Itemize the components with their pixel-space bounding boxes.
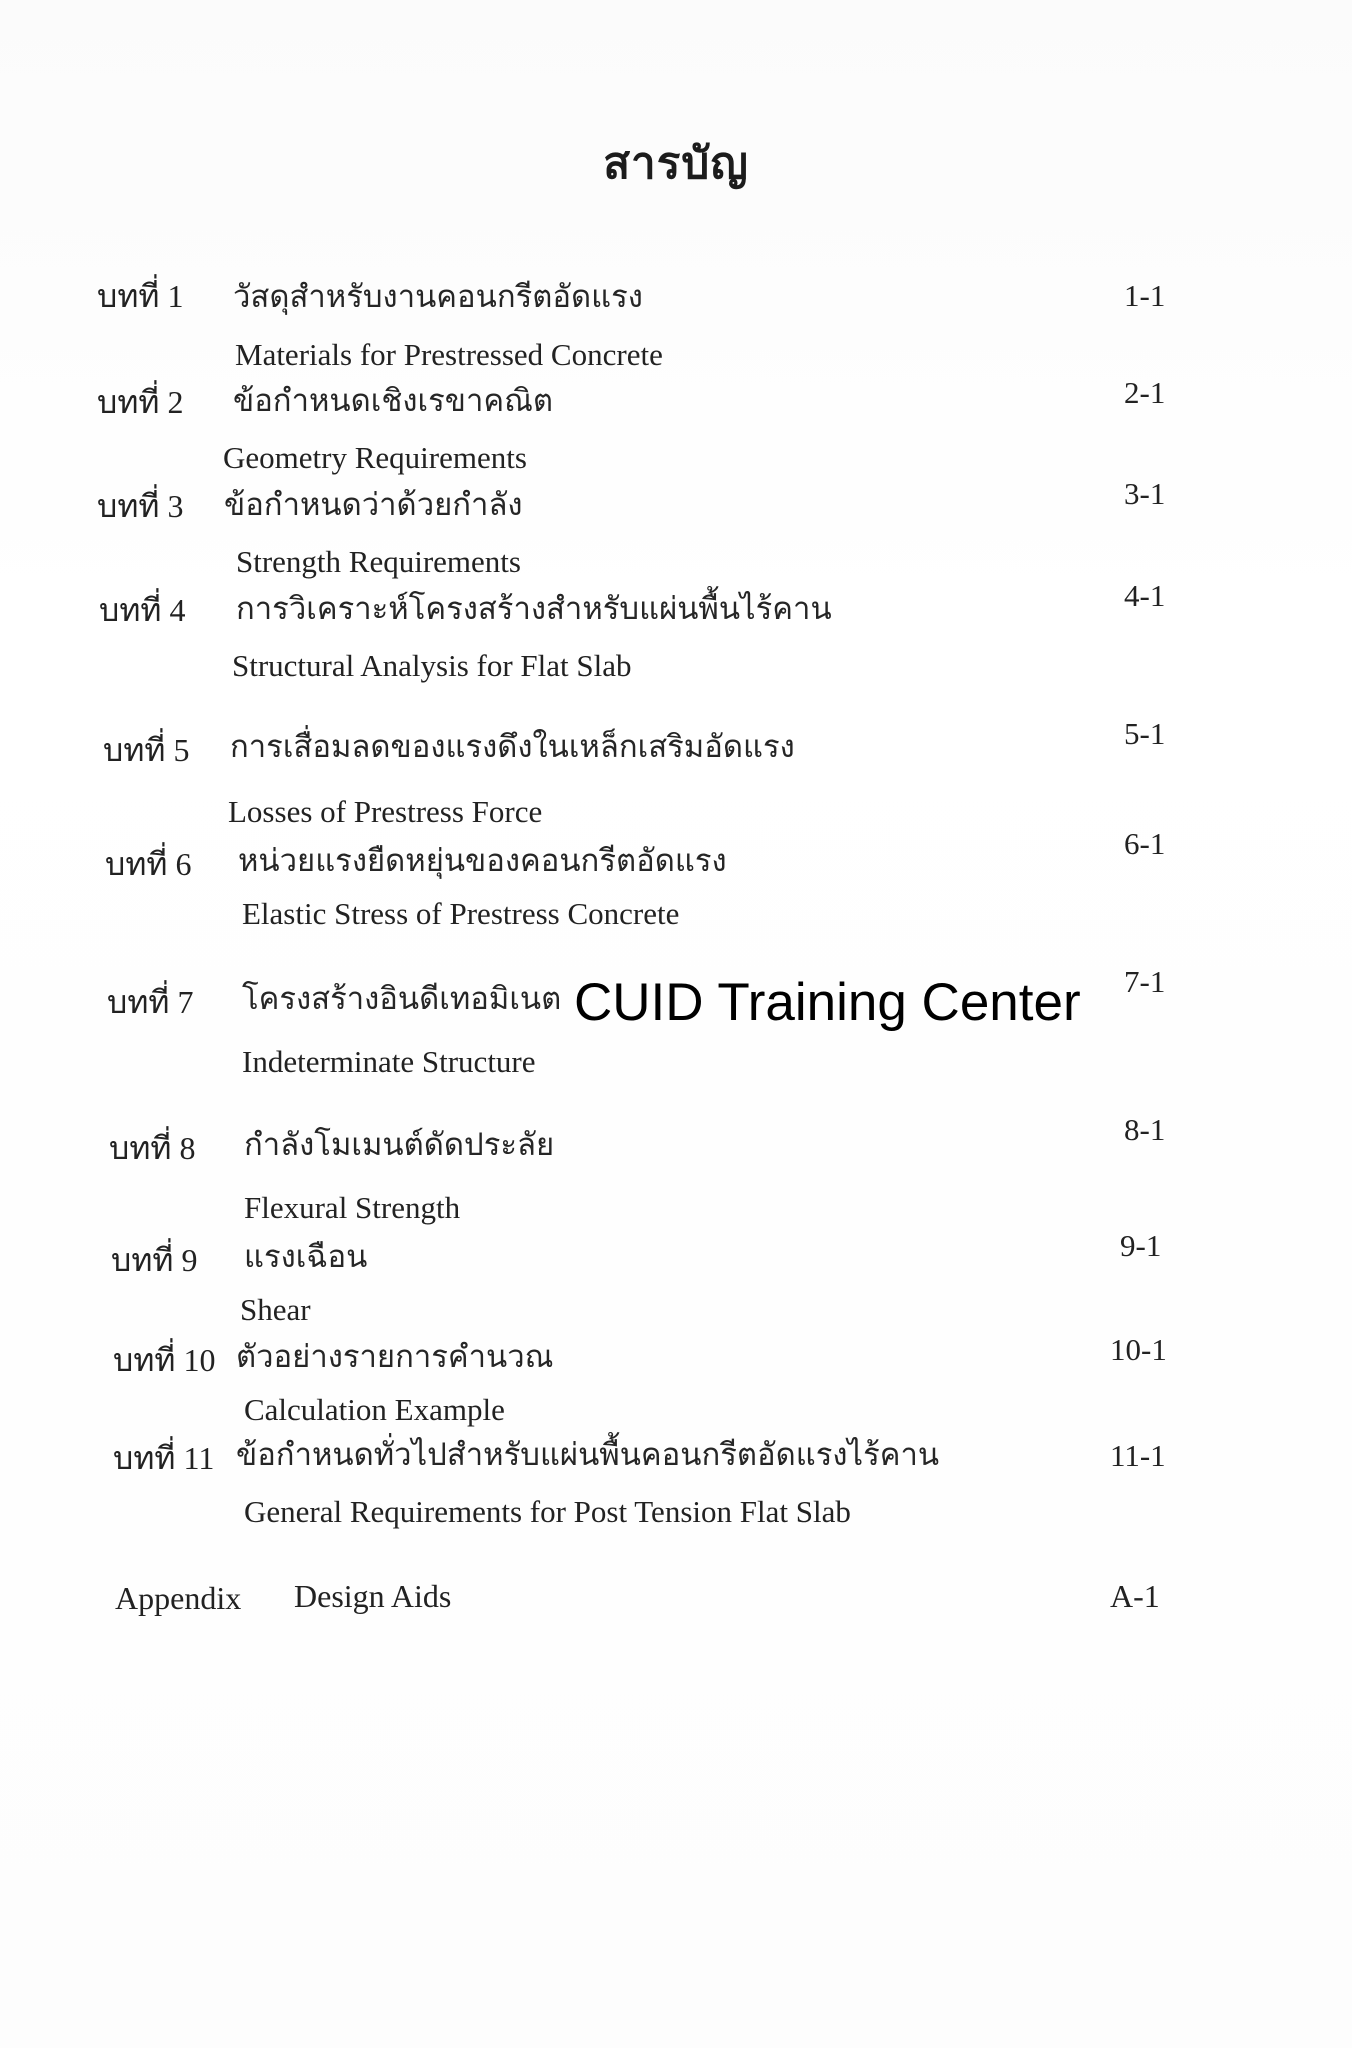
chapter-thai-title: ตัวอย่างรายการคำนวณ — [236, 1339, 554, 1375]
chapter-page-number: 9-1 — [1120, 1228, 1162, 1263]
page-title: สารบัญ — [603, 138, 749, 189]
chapter-english-title: Elastic Stress of Prestress Concrete — [242, 896, 680, 931]
chapter-label: บทที่ 7 — [107, 984, 194, 1020]
chapter-page-number: 10-1 — [1110, 1332, 1167, 1367]
chapter-english-title: Indeterminate Structure — [242, 1044, 536, 1079]
chapter-thai-title: ข้อกำหนดเชิงเรขาคณิต — [233, 383, 553, 419]
chapter-thai-title: การเสื่อมลดของแรงดึงในเหล็กเสริมอัดแรง — [230, 729, 795, 765]
chapter-label: บทที่ 5 — [103, 732, 190, 768]
chapter-thai-title: กำลังโมเมนต์ดัดประลัย — [244, 1127, 555, 1163]
chapter-label: บทที่ 9 — [111, 1242, 198, 1278]
chapter-english-title: Strength Requirements — [236, 544, 521, 579]
chapter-label: บทที่ 1 — [97, 278, 184, 314]
watermark-text: CUID Training Center — [574, 973, 1081, 1032]
chapter-label: บทที่ 3 — [97, 488, 184, 524]
appendix-label: Appendix — [115, 1580, 242, 1616]
chapter-page-number: 1-1 — [1124, 278, 1166, 313]
chapter-page-number: 4-1 — [1124, 578, 1166, 613]
appendix-page-number: A-1 — [1110, 1578, 1160, 1614]
chapter-thai-title: ข้อกำหนดว่าด้วยกำลัง — [224, 487, 523, 523]
chapter-english-title: Losses of Prestress Force — [228, 794, 543, 829]
chapter-page-number: 7-1 — [1124, 964, 1166, 999]
chapter-english-title: Structural Analysis for Flat Slab — [232, 648, 632, 683]
chapter-english-title: Flexural Strength — [244, 1190, 461, 1225]
chapter-english-title: Geometry Requirements — [223, 440, 527, 475]
appendix-title: Design Aids — [294, 1578, 452, 1614]
chapter-page-number: 3-1 — [1124, 476, 1166, 511]
chapter-english-title: Shear — [240, 1292, 311, 1327]
chapter-page-number: 11-1 — [1110, 1438, 1166, 1473]
chapter-page-number: 2-1 — [1124, 375, 1166, 410]
chapter-page-number: 5-1 — [1124, 716, 1166, 751]
chapter-english-title: Materials for Prestressed Concrete — [235, 337, 663, 372]
chapter-label: บทที่ 2 — [97, 384, 184, 420]
chapter-english-title: Calculation Example — [244, 1392, 505, 1427]
chapter-thai-title: แรงเฉือน — [244, 1239, 368, 1275]
chapter-label: บทที่ 4 — [99, 592, 186, 628]
chapter-thai-title: ข้อกำหนดทั่วไปสำหรับแผ่นพื้นคอนกรีตอัดแรงไร้คาน — [236, 1437, 940, 1473]
chapter-thai-title: วัสดุสำหรับงานคอนกรีตอัดแรง — [233, 279, 643, 315]
chapter-label: บทที่ 8 — [109, 1130, 196, 1166]
chapter-english-title: General Requirements for Post Tension Flat Slab — [244, 1494, 851, 1529]
chapter-page-number: 8-1 — [1124, 1112, 1166, 1147]
chapter-thai-title: โครงสร้างอินดีเทอมิเนต — [242, 981, 562, 1017]
chapter-label: บทที่ 10 — [113, 1342, 216, 1378]
chapter-thai-title: การวิเคราะห์โครงสร้างสำหรับแผ่นพื้นไร้คาน — [236, 591, 832, 627]
chapter-thai-title: หน่วยแรงยืดหยุ่นของคอนกรีตอัดแรง — [238, 843, 727, 879]
chapter-label: บทที่ 6 — [105, 846, 192, 882]
chapter-label: บทที่ 11 — [113, 1440, 215, 1476]
chapter-page-number: 6-1 — [1124, 826, 1166, 861]
